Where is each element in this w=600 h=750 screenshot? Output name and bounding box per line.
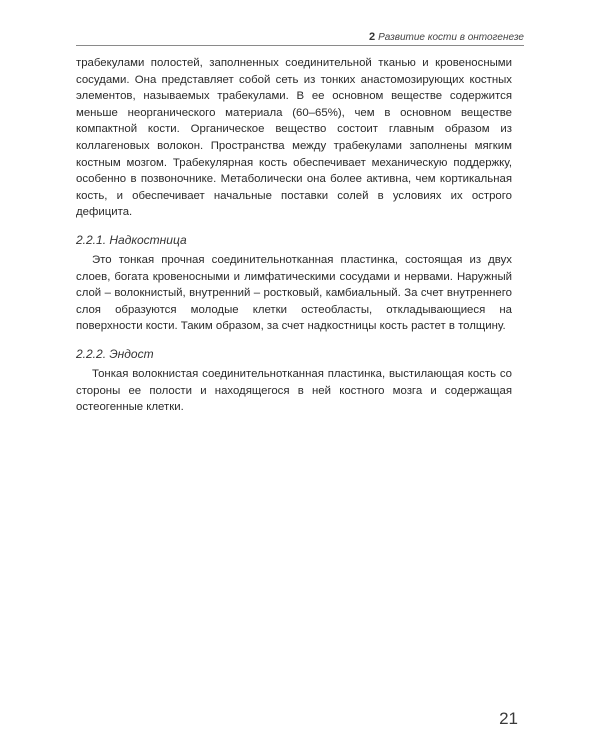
section-heading-periosteum: 2.2.1. Надкостница — [76, 232, 187, 247]
header-divider — [76, 45, 524, 46]
page-content — [76, 55, 512, 416]
section-heading-endosteum: 2.2.2. Эндост — [76, 346, 154, 361]
page-number: 21 — [499, 709, 518, 728]
running-header — [76, 31, 524, 43]
chapter-number: 2 — [368, 31, 376, 43]
section-text-periosteum: Это тонкая прочная соединительнотканная пластинка, состоящая из двух слоев, богата кровеносными и лимфатическими сосудами и нервами. Наружный слой – волокнистый, внутренний – ростковый, камбиальный. За счет внутреннего слоя образуются молодые клетки остеобласты, откладывающиеся на поверхности кости. Таким образом, за счет надкостницы кость растет в толщину. — [76, 253, 512, 333]
chapter-title: Развитие кости в онтогенезе — [378, 32, 524, 43]
section-text-endosteum: Тонкая волокнистая соединительнотканная пластинка, выстилающая кость со стороны ее полости и находящегося в ней костного мозга и содержащая остеогенные клетки. — [76, 367, 512, 414]
intro-paragraph: трабекулами полостей, заполненных соединительной тканью и кровеносными сосудами. Она представляет собой сеть из тонких анастомозирующих костных элементов, называемых трабекулами. В ее основном веществе содержится меньше неорганического материала (60–65%), чем в основном веществе компактной кости. Органическое вещество состоит главным образом из коллагеновых волокон. Пространства между трабекулами заполнены мягким костным мозгом. Трабекулярная кость обеспечивает механическую поддержку, особенно в позвоночнике. Метаболически она более активна, чем кортикальная кость, и обеспечивает начальные поставки солей в условиях их острого дефицита. — [76, 57, 512, 219]
